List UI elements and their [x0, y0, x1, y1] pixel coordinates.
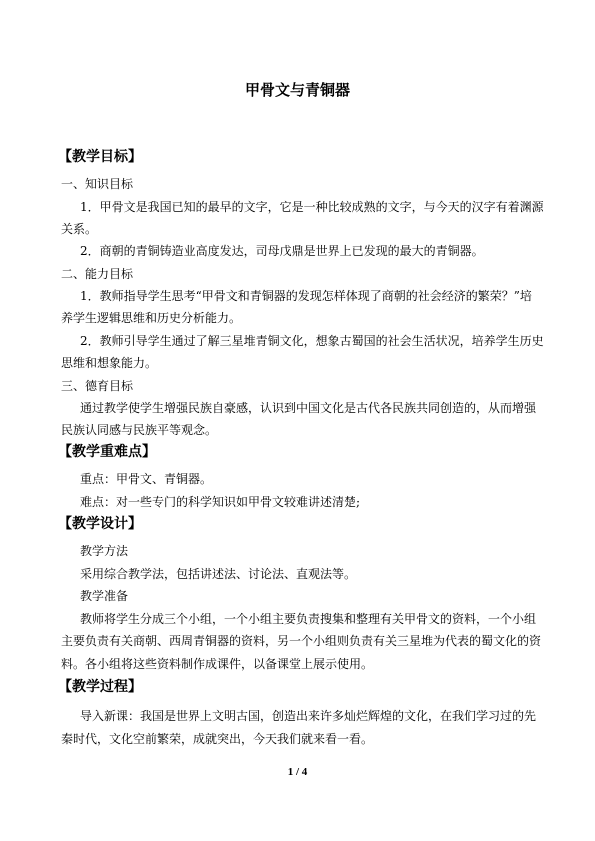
paragraph-line: 料。各小组将这些资料制作成课件，以备课堂上展示使用。: [61, 657, 374, 671]
paragraph-line: 秦时代，文化空前繁荣，成就突出，今天我们就来看一看。: [61, 732, 374, 746]
paragraph-line: 养学生逻辑思维和历史分析能力。: [61, 311, 242, 325]
subheading-ability: 二、能力目标: [61, 267, 134, 281]
subheading-knowledge: 一、知识目标: [61, 177, 134, 191]
subheading-moral: 三、德育目标: [61, 379, 134, 393]
section-heading-goals: 【教学目标】: [58, 149, 142, 165]
paragraph-line: 采用综合教学法，包括讲述法、讨论法、直观法等。: [80, 567, 357, 581]
paragraph-line: 2．商朝的青铜铸造业高度发达，司母戊鼎是世界上已发现的最大的青铜器。: [80, 244, 484, 258]
paragraph-line: 通过教学使学生增强民族自豪感，认识到中国文化是古代各民族共同创造的，从而增强: [80, 401, 537, 415]
paragraph-line: 教学方法: [80, 544, 129, 558]
paragraph-line: 2．教师引导学生通过了解三星堆青铜文化，想象古蜀国的社会生活状况，培养学生历史: [80, 334, 544, 348]
paragraph-line: 1．甲骨文是我国已知的最早的文字，它是一种比较成熟的文字，与今天的汉字有着渊源: [80, 200, 544, 214]
paragraph-line: 难点：对一些专门的科学知识如甲骨文较难讲述清楚;: [80, 495, 361, 509]
paragraph-line: 关系。: [61, 222, 98, 236]
document-title: 甲骨文与青铜器: [244, 81, 350, 99]
paragraph-line: 思维和想象能力。: [61, 356, 158, 370]
paragraph-line: 民族认同感与民族平等观念。: [61, 423, 218, 437]
paragraph-line: 教学准备: [80, 589, 129, 603]
paragraph-line: 教师将学生分成三个小组，一个小组主要负责搜集和整理有关甲骨文的资料，一个小组: [80, 612, 537, 626]
section-heading-process: 【教学过程】: [58, 679, 142, 695]
paragraph-line: 导入新课：我国是世界上文明古国，创造出来许多灿烂辉煌的文化，在我们学习过的先: [80, 709, 537, 723]
section-heading-keypoints: 【教学重难点】: [58, 444, 156, 460]
paragraph-line: 重点：甲骨文、青铜器。: [80, 472, 213, 486]
section-heading-design: 【教学设计】: [58, 516, 142, 532]
paragraph-line: 1．教师指导学生思考“甲骨文和青铜器的发现怎样体现了商朝的社会经济的繁荣？”培: [80, 289, 532, 303]
page-number: 1 / 4: [287, 766, 308, 778]
paragraph-line: 主要负责有关商朝、西周青铜器的资料，另一个小组则负责有关三星堆为代表的蜀文化的资: [61, 634, 542, 648]
